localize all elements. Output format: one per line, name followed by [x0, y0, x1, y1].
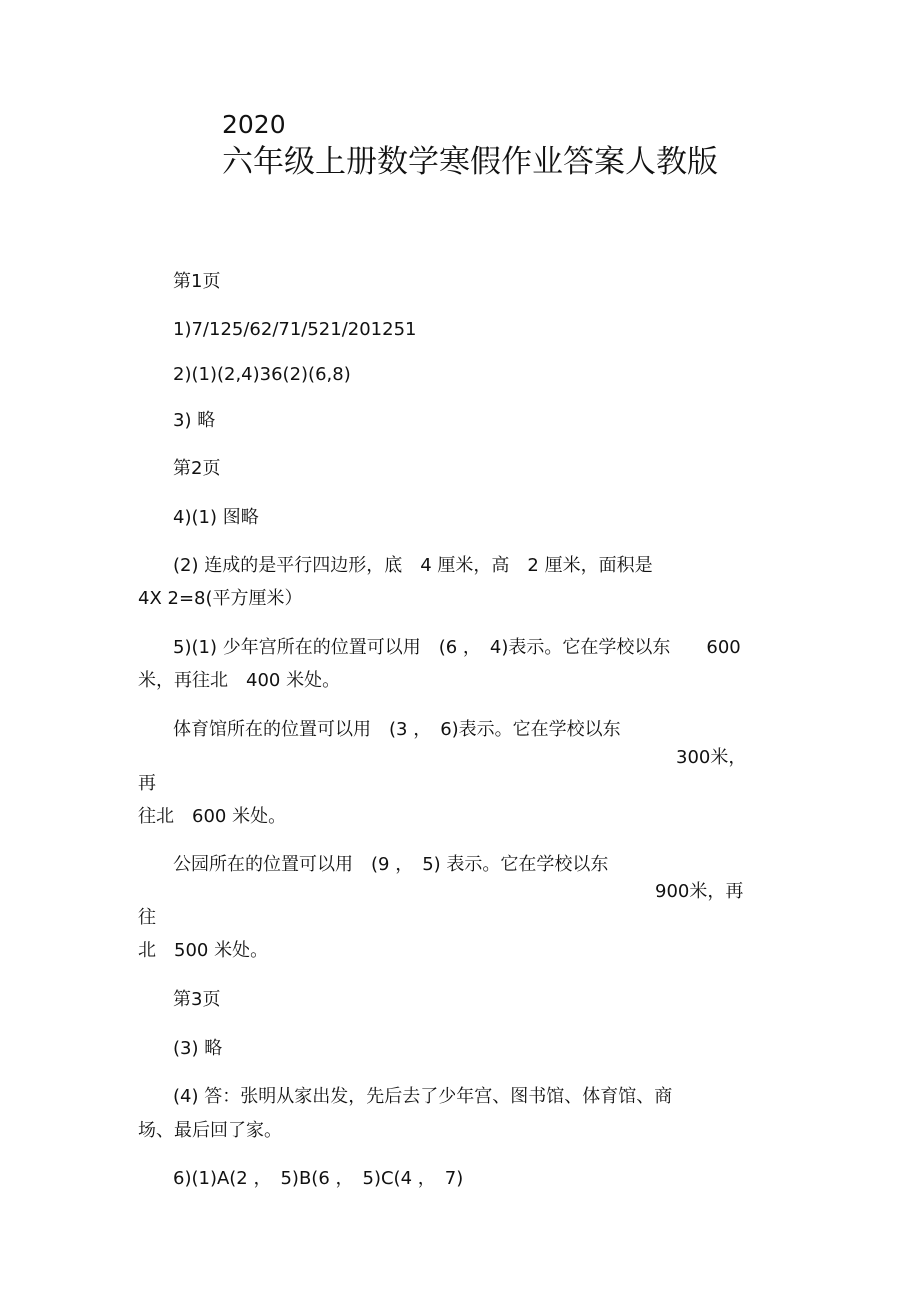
answer-line-p2-q5-2a: 体育馆所在的位置可以用 (3 ， 6)表示。它在学校以东: [173, 719, 621, 740]
answer-line-p2-q5-3d: 北 500 米处。: [138, 940, 269, 961]
section-heading-page1: 第1页: [173, 271, 221, 292]
answer-line-p3-q3: (3) 略: [173, 1038, 223, 1059]
answer-line-p1-q1: 1)7/125/62/71/521/201251: [173, 319, 417, 340]
answer-line-p2-q5-2b: 300米，: [676, 747, 747, 768]
answer-line-p2-q4-2a: (2) 连成的是平行四边形，底 4 厘米，高 2 厘米，面积是: [173, 555, 653, 576]
answer-line-p3-q4a: (4) 答：张明从家出发，先后去了少年宫、图书馆、体育馆、商: [173, 1086, 673, 1107]
section-heading-page3: 第3页: [173, 989, 221, 1010]
answer-line-p2-q4-1: 4)(1) 图略: [173, 507, 259, 528]
answer-line-p2-q5-3a: 公园所在的位置可以用 (9 ， 5) 表示。它在学校以东: [173, 854, 609, 875]
answer-line-p2-q5-3c: 往: [138, 907, 156, 928]
section-heading-page2: 第2页: [173, 458, 221, 479]
answer-line-p3-q6: 6)(1)A(2 ， 5)B(6 ， 5)C(4 ， 7): [173, 1168, 464, 1189]
answer-line-p2-q5-2c: 再: [138, 773, 156, 794]
answer-line-p3-q4b: 场、最后回了家。: [138, 1120, 282, 1141]
title-year: 2020: [222, 110, 286, 139]
answer-line-p2-q5-1b: 米，再往北 400 米处。: [138, 670, 341, 691]
answer-line-p1-q3: 3) 略: [173, 410, 216, 431]
answer-line-p2-q5-3b: 900米，再: [655, 881, 744, 902]
answer-line-p1-q2: 2)(1)(2,4)36(2)(6,8): [173, 364, 351, 385]
answer-line-p2-q5-2d: 往北 600 米处。: [138, 806, 287, 827]
page-title: 六年级上册数学寒假作业答案人教版: [222, 144, 718, 180]
answer-line-p2-q4-2b: 4X 2=8(平方厘米）: [138, 588, 303, 609]
answer-line-p2-q5-1a: 5)(1) 少年宫所在的位置可以用 (6 ， 4)表示。它在学校以东 600: [173, 637, 741, 658]
